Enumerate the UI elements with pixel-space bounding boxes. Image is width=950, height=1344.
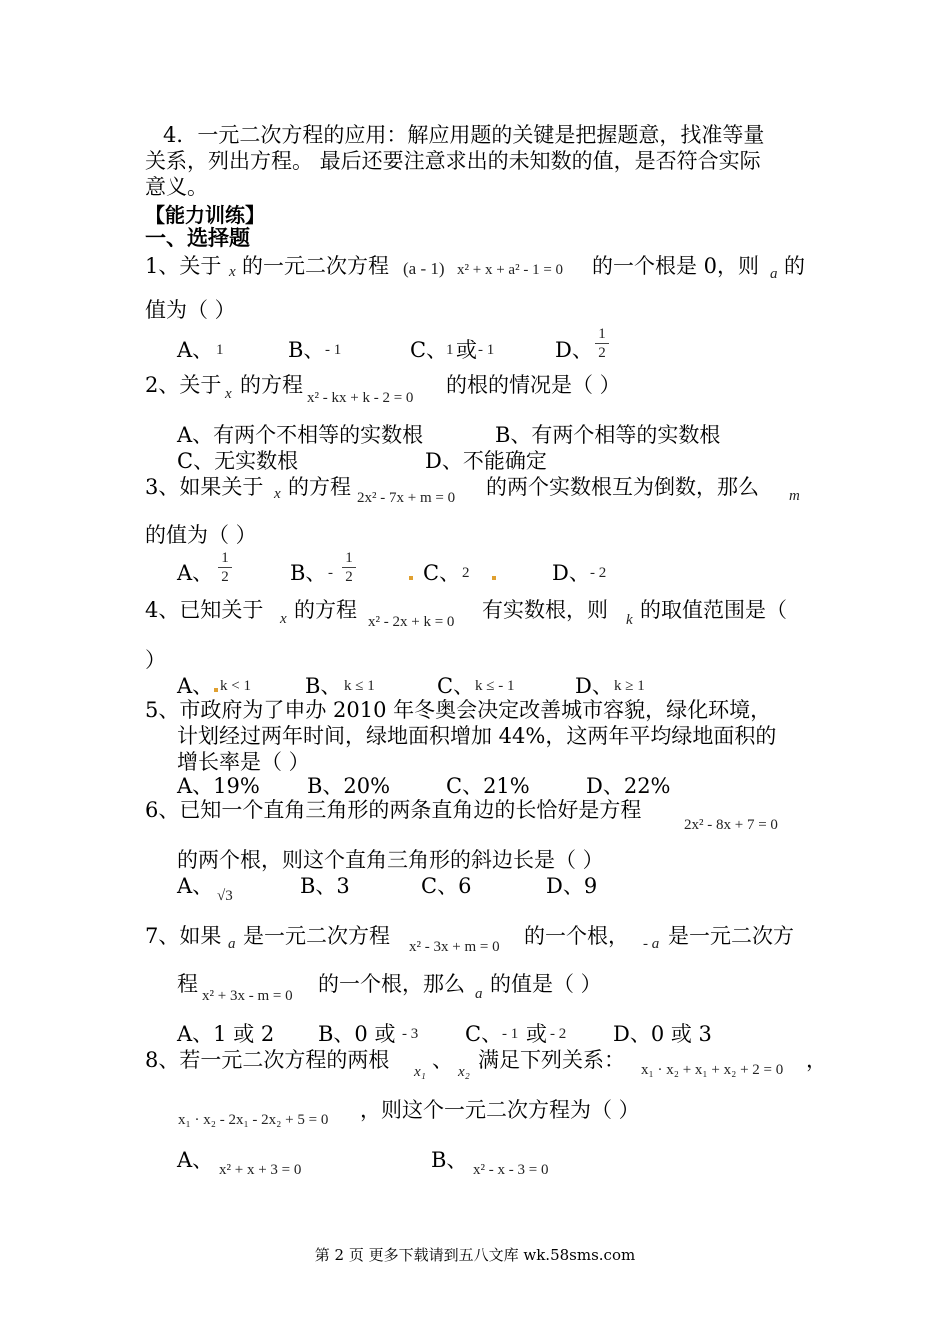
q7-var-a-2: a [475, 986, 483, 1002]
q6-equation: 2x² - 8x + 7 = 0 [684, 817, 778, 833]
q4-option-a-value: k < 1 [220, 678, 251, 694]
q4-prefix: 4、已知关于 [145, 598, 264, 622]
q2-mid: 的方程 [240, 373, 303, 397]
q5-option-b: B、20% [307, 774, 391, 798]
q1-post: 的一个根是 0，则 [592, 254, 760, 278]
marker-dot [409, 576, 413, 580]
q1-option-b-label: B、 [288, 338, 325, 362]
q7-equation-1: x² - 3x + m = 0 [409, 939, 500, 955]
q1-option-c-label: C、 [410, 338, 448, 362]
q4-option-b-value: k ≤ 1 [344, 678, 375, 694]
q4-option-a-label: A、 [177, 674, 214, 698]
q3-option-d-label: D、 [552, 561, 590, 585]
q5-line-3: 增长率是（ ） [177, 750, 310, 774]
q5-line-2: 计划经过两年时间，绿地面积增加 44%，这两年平均绿地面积的 [177, 724, 777, 748]
q7-option-a: A、1 或 2 [177, 1022, 275, 1046]
q3-option-a-fraction [216, 550, 234, 585]
marker-dot [214, 688, 218, 692]
q3-option-a-label: A、 [177, 561, 214, 585]
q2-option-b: B、有两个相等的实数根 [495, 423, 721, 447]
intro-line-1: 4．一元二次方程的应用：解应用题的关键是把握题意，找准等量 [163, 123, 765, 147]
q1-var-a: a [770, 266, 778, 282]
q8-separator: 、 [432, 1048, 453, 1072]
q7-mid2: 的一个根， [524, 924, 629, 948]
q1-option-c-value-2: - 1 [478, 342, 495, 358]
q4-option-d-value: k ≥ 1 [614, 678, 645, 694]
q7-prefix: 7、如果 [145, 924, 222, 948]
q3-prefix: 3、如果关于 [145, 475, 264, 499]
q5-option-a: A、19% [177, 774, 260, 798]
q4-var-k: k [626, 612, 633, 628]
q6-option-c: C、6 [421, 874, 472, 898]
q7-var-neg-a: - a [643, 936, 660, 952]
q3-option-d-value: - 2 [590, 565, 607, 581]
q3-mid: 的方程 [288, 475, 351, 499]
marker-dot [492, 576, 496, 580]
q8-relation-2: x₁ · x₂ - 2x₁ - 2x₂ + 5 = 0 [178, 1112, 329, 1128]
q8-option-b-value: x² - x - 3 = 0 [473, 1162, 549, 1178]
q3-option-a-numerator: 1 [221, 550, 229, 566]
q1-option-a-label: A、 [177, 338, 214, 362]
q1-option-b-value: - 1 [325, 342, 342, 358]
q6-option-b: B、3 [300, 874, 350, 898]
q2-option-c: C、无实数根 [177, 449, 299, 473]
q1-var-x: x [229, 264, 236, 280]
q1-mid: 的一元二次方程 [242, 254, 389, 278]
q2-var-x: x [225, 386, 232, 402]
q8-mid: 满足下列关系： [478, 1048, 625, 1072]
q7-line-2-post: 的值是（ ） [490, 972, 602, 996]
q8-option-b-label: B、 [431, 1148, 468, 1172]
q2-post: 的根的情况是（ ） [446, 373, 621, 397]
q3-option-b-numerator: 1 [345, 550, 353, 566]
q8-root-x1: x₁ [414, 1064, 426, 1080]
q7-mid: 是一元二次方程 [243, 924, 390, 948]
q7-option-c-label: C、 [465, 1022, 503, 1046]
q7-line-2-mid: 的一个根，那么 [318, 972, 465, 996]
q6-option-a-value: √3 [217, 888, 233, 904]
q1-option-d-fraction [593, 326, 611, 361]
q5-line-1: 5、市政府为了申办 2010 年冬奥会决定改善城市容貌，绿化环境， [145, 698, 772, 722]
q2-option-a: A、有两个不相等的实数根 [177, 423, 424, 447]
q4-var-x: x [280, 611, 287, 627]
q3-option-b-label: B、 [290, 561, 327, 585]
q1-option-d-label: D、 [555, 338, 593, 362]
q1-post2: 的 [784, 254, 805, 278]
q2-prefix: 2、关于 [145, 373, 222, 397]
q3-post: 的两个实数根互为倒数，那么 [486, 475, 759, 499]
q2-equation: x² - kx + k - 2 = 0 [307, 390, 414, 406]
intro-line-3: 意义。 [145, 175, 208, 199]
q8-prefix: 8、若一元二次方程的两根 [145, 1048, 390, 1072]
fraction-bar [595, 343, 609, 344]
q4-line-2: ） [145, 648, 166, 672]
q6-option-d: D、9 [546, 874, 598, 898]
q5-option-c: C、21% [446, 774, 530, 798]
q7-post: 是一元二次方 [668, 924, 794, 948]
q2-option-d: D、不能确定 [425, 449, 547, 473]
q7-equation-2: x² + 3x - m = 0 [202, 988, 293, 1004]
q1-option-c-value-1: 1 [446, 342, 454, 358]
heading-training: 【能力训练】 [145, 203, 265, 227]
q7-option-c-or: 或 [526, 1022, 547, 1046]
q1-equation-part-a: (a - 1) [403, 259, 445, 278]
q1-option-d-numerator: 1 [598, 326, 606, 342]
q6-line-2: 的两个根，则这个直角三角形的斜边长是（ ） [177, 848, 604, 872]
q8-option-a-value: x² + x + 3 = 0 [219, 1162, 302, 1178]
q8-root-x2: x₂ [458, 1064, 470, 1080]
fraction-bar [342, 567, 356, 568]
q3-equation: 2x² - 7x + m = 0 [357, 490, 456, 506]
q4-mid: 的方程 [294, 598, 357, 622]
q3-option-b-fraction [340, 550, 358, 585]
q4-option-d-label: D、 [575, 674, 613, 698]
q7-option-b-value: - 3 [402, 1026, 419, 1042]
q8-option-a-label: A、 [177, 1148, 214, 1172]
q4-option-c-label: C、 [437, 674, 475, 698]
q7-option-d: D、0 或 3 [613, 1022, 712, 1046]
q3-var-m: m [789, 488, 800, 504]
q3-option-c-value: 2 [462, 565, 470, 581]
q8-post: ，则这个一元二次方程为（ ） [360, 1098, 640, 1122]
q3-option-b-denominator: 2 [345, 569, 353, 585]
intro-line-2: 关系，列出方程。 最后还要注意求出的未知数的值，是否符合实际 [145, 149, 761, 173]
q7-option-c-value-1: - 1 [502, 1026, 519, 1042]
q7-line-2-prefix: 程 [177, 972, 198, 996]
q1-option-d-denominator: 2 [598, 345, 606, 361]
q5-option-d: D、22% [586, 774, 671, 798]
q3-line-2: 的值为（ ） [145, 523, 257, 547]
q8-relation-1: x₁ · x₂ + x₁ + x₂ + 2 = 0 [641, 1062, 784, 1078]
q7-option-b-label: B、0 或 [318, 1022, 396, 1046]
q4-post2: 的取值范围是（ [640, 598, 787, 622]
fraction-bar [218, 567, 232, 568]
q1-line-2: 值为（ ） [145, 298, 236, 322]
page-footer: 第 2 页 更多下载请到五八文库 wk.58sms.com [314, 1246, 636, 1264]
q6-option-a-label: A、 [177, 874, 214, 898]
q8-comma: ， [806, 1048, 827, 1072]
q3-option-c-label: C、 [423, 561, 461, 585]
q7-option-c-value-2: - 2 [550, 1026, 567, 1042]
q1-prefix: 1、关于 [145, 254, 222, 278]
q4-post: 有实数根，则 [482, 598, 608, 622]
heading-choice: 一、选择题 [145, 225, 250, 250]
q1-option-c-or: 或 [456, 338, 477, 362]
q3-option-b-sign: - [328, 565, 333, 581]
q3-var-x: x [274, 486, 281, 502]
q4-equation: x² - 2x + k = 0 [368, 614, 455, 630]
q4-option-b-label: B、 [305, 674, 342, 698]
q4-option-c-value: k ≤ - 1 [475, 678, 515, 694]
q6-line-1: 6、已知一个直角三角形的两条直角边的长恰好是方程 [145, 798, 642, 822]
q3-option-a-denominator: 2 [221, 569, 229, 585]
q1-option-a-value: 1 [216, 342, 224, 358]
q1-equation-part-b: x² + x + a² - 1 = 0 [457, 262, 564, 278]
q7-var-a: a [228, 936, 236, 952]
